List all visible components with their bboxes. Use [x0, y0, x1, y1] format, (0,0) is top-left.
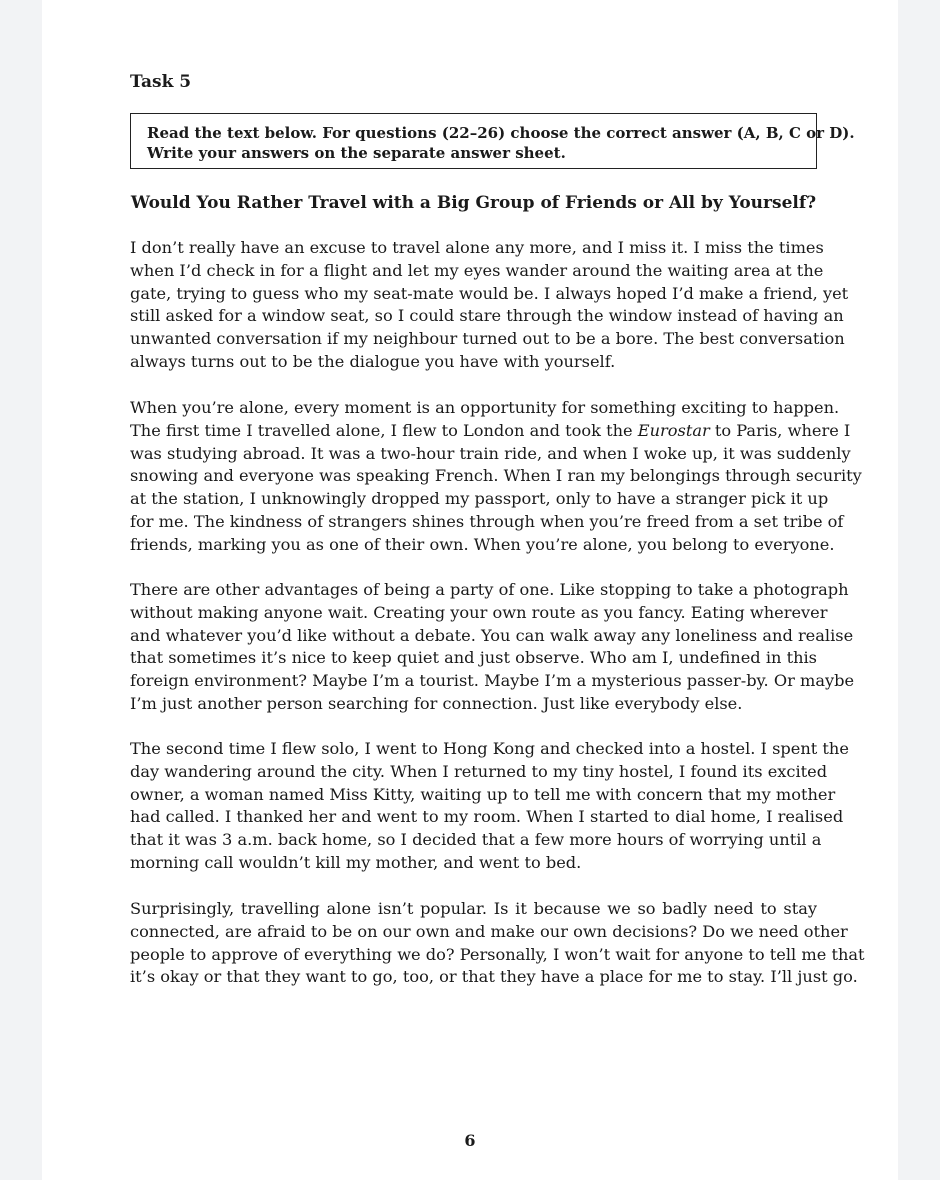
text-line: The first time I travelled alone, I flew to London and took the Eurostar to Paris, where I: [130, 420, 851, 440]
text-line: without making anyone wait. Creating your own route as you fancy. Eating wherever: [130, 602, 828, 622]
page-number: 6: [464, 1131, 476, 1150]
instructions-line: Read the text below. For questions (22–26) choose the correct answer (A, B, C or D).: [147, 124, 855, 142]
text-line: gate, trying to guess who my seat-mate would be. I always hoped I’d make a friend, yet: [130, 283, 849, 303]
text-line: morning call wouldn’t kill my mother, and went to bed.: [130, 852, 582, 872]
text-line: that it was 3 a.m. back home, so I decided that a few more hours of worrying until a: [130, 830, 822, 850]
text-line: had called. I thanked her and went to my room. When I started to dial home, I realised: [130, 807, 844, 827]
text-line: owner, a woman named Miss Kitty, waiting up to tell me with concern that my mother: [130, 784, 836, 804]
paragraph-5: [130, 898, 865, 989]
paragraph-1: [130, 237, 849, 374]
text-line: connected, are afraid to be on our own and make our own decisions? Do we need other: [130, 921, 848, 941]
text-line: it’s okay or that they want to go, too, or that they have a place for me to stay. I’ll just go.: [130, 967, 858, 987]
text-line: still asked for a window seat, so I could stare through the window instead of having an: [130, 306, 844, 326]
article-title: Would You Rather Travel with a Big Group of Friends or All by Yourself?: [130, 193, 817, 213]
text-line: foreign environment? Maybe I’m a tourist. Maybe I’m a mysterious passer-by. Or maybe: [130, 671, 855, 691]
instructions-box: [130, 113, 855, 169]
text-line: for me. The kindness of strangers shines through when you’re freed from a set tribe of: [130, 511, 844, 531]
text-line: when I’d check in for a flight and let my eyes wander around the waiting area at the: [130, 260, 824, 280]
text-line: The second time I flew solo, I went to Hong Kong and checked into a hostel. I spent the: [130, 739, 849, 758]
text-line: day wandering around the city. When I returned to my tiny hostel, I found its excited: [130, 761, 828, 781]
text-line: I’m just another person searching for connection. Just like everybody else.: [130, 693, 743, 713]
instructions-line: Write your answers on the separate answer sheet.: [147, 144, 566, 162]
text-line: people to approve of everything we do? Personally, I won’t wait for anyone to tell me that: [130, 944, 865, 964]
text-line: was studying abroad. It was a two-hour train ride, and when I woke up, it was suddenly: [130, 443, 851, 463]
document-page: [42, 0, 898, 1180]
text-line: at the station, I unknowingly dropped my passport, only to have a stranger pick it up: [130, 489, 829, 509]
text-line: always turns out to be the dialogue you have with yourself.: [130, 351, 616, 371]
text-line: When you’re alone, every moment is an opportunity for something exciting to happen.: [130, 398, 840, 417]
italic-title: Eurostar: [637, 420, 710, 440]
paragraph-4: [130, 738, 849, 875]
text-line: Surprisingly, travelling alone isn’t popular. Is it because we so badly need to stay: [130, 899, 817, 918]
text-line: unwanted conversation if my neighbour turned out to be a bore. The best conversation: [130, 329, 845, 349]
task-label: Task 5: [130, 72, 192, 92]
text-line: that sometimes it’s nice to keep quiet and just observe. Who am I, undefined in this: [130, 648, 817, 668]
paragraph-2: [130, 397, 862, 557]
text-line: and whatever you’d like without a debate. You can walk away any loneliness and realise: [130, 625, 854, 645]
text-line: I don’t really have an excuse to travel alone any more, and I miss it. I miss the times: [130, 238, 824, 257]
text-line: There are other advantages of being a party of one. Like stopping to take a photograph: [130, 580, 849, 599]
text-line: friends, marking you as one of their own. When you’re alone, you belong to everyone.: [130, 534, 835, 554]
paragraph-3: [130, 579, 855, 716]
text-line: snowing and everyone was speaking French. When I ran my belongings through security: [130, 466, 862, 486]
